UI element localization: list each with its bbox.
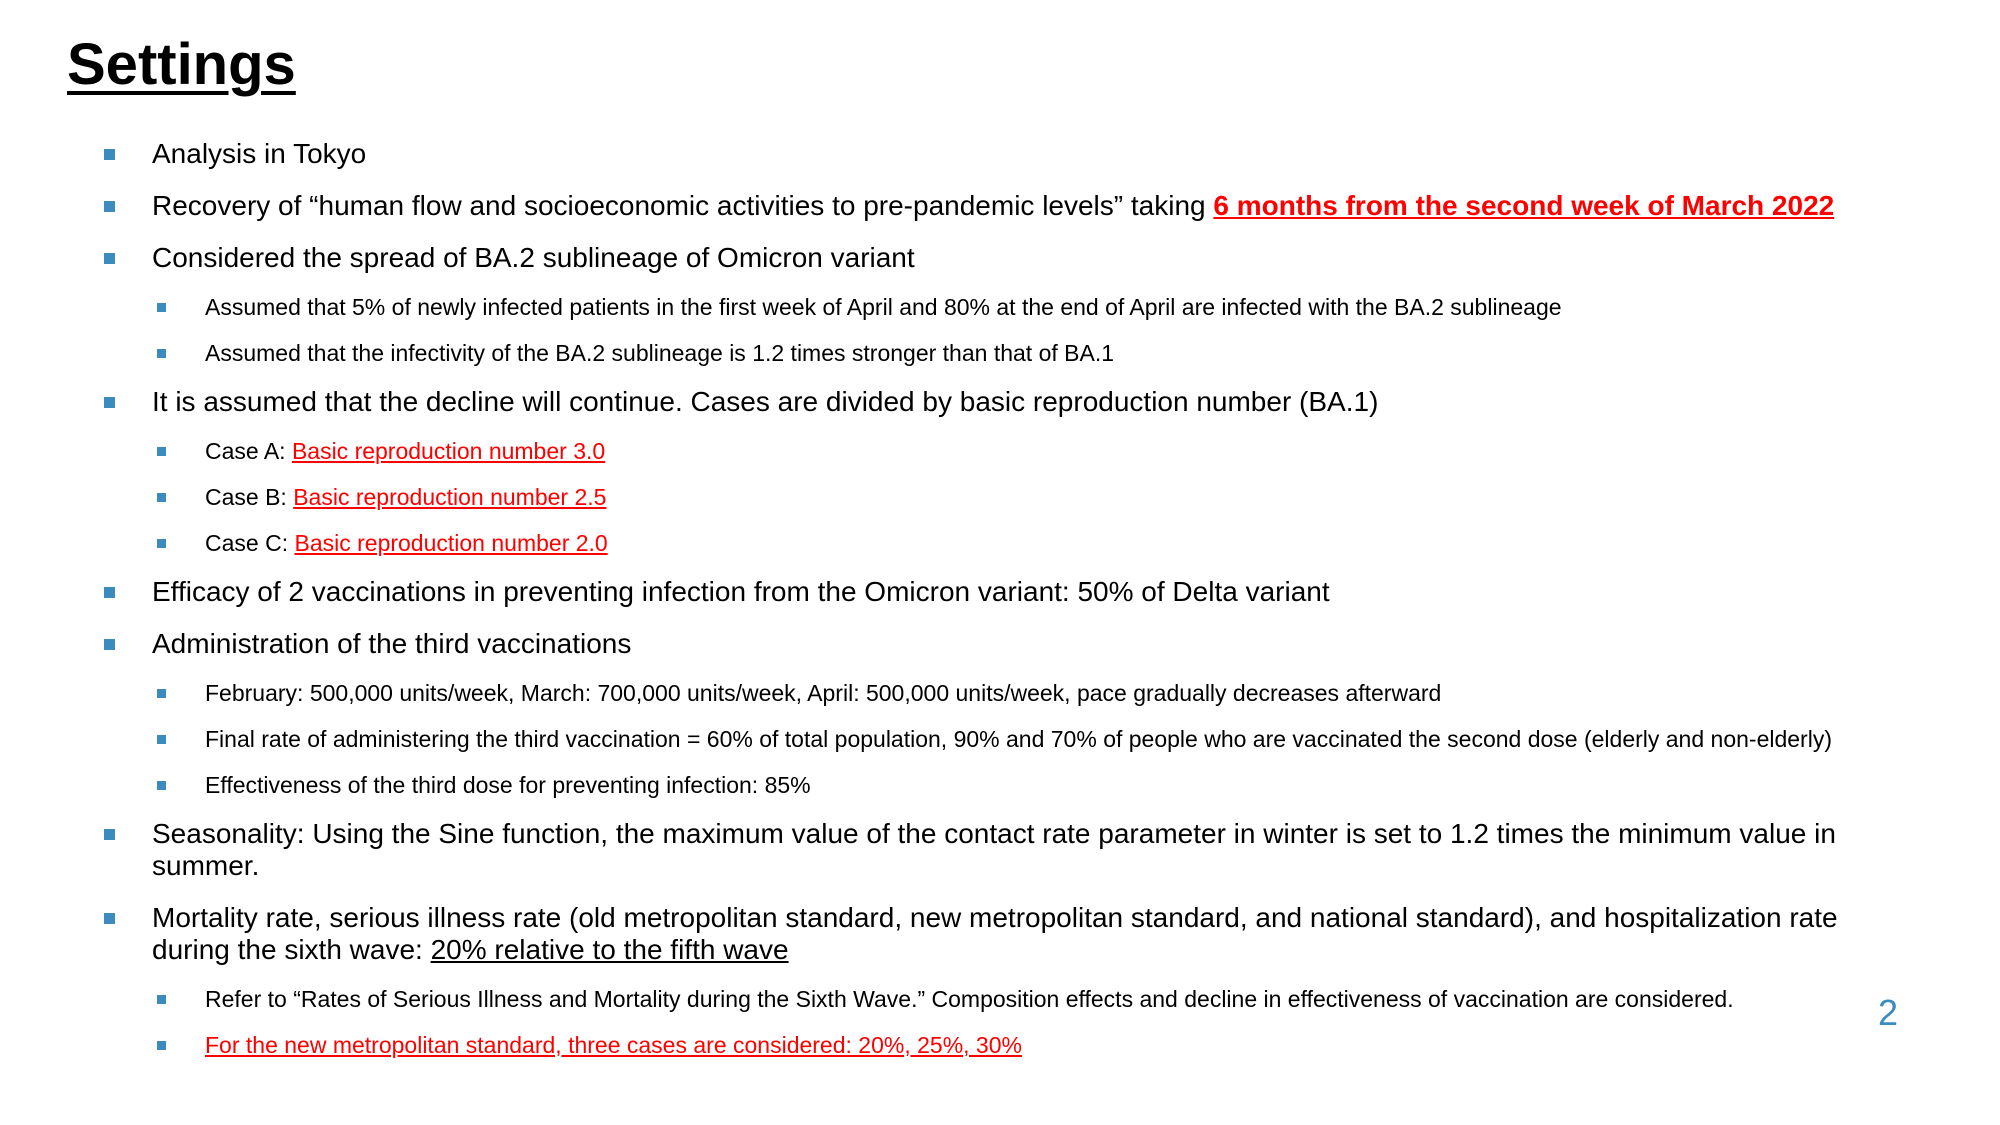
page-title: Settings xyxy=(67,32,296,97)
square-bullet-icon xyxy=(157,1041,166,1050)
sub-bullet-item xyxy=(0,530,1905,557)
square-bullet-icon xyxy=(157,447,166,456)
sub-bullet-item xyxy=(0,680,1905,707)
square-bullet-icon xyxy=(157,303,166,312)
bullet-text: Seasonality: Using the Sine function, the maximum value of the contact rate parameter in winter is set to 1.2 times the minimum value in summer. xyxy=(152,818,1836,881)
square-bullet-icon xyxy=(104,253,115,264)
square-bullet-icon xyxy=(104,397,115,408)
square-bullet-icon xyxy=(104,639,115,650)
bullet-list xyxy=(0,138,2000,1078)
sub-bullet-text: Final rate of administering the third vaccination = 60% of total population, 90% and 70% of people who are vaccinated the second dose (elderly and non-elderly) xyxy=(205,726,1832,752)
sub-bullet-text: Assumed that the infectivity of the BA.2 sublineage is 1.2 times stronger than that of BA.1 xyxy=(205,340,1115,366)
bullet-text: Recovery of “human flow and socioeconomic activities to pre-pandemic levels” taking xyxy=(152,190,1214,221)
bullet-item xyxy=(0,628,1922,660)
sub-bullet-item xyxy=(0,340,1905,367)
bullet-text: Considered the spread of BA.2 sublineage of Omicron variant xyxy=(152,242,915,273)
sub-bullet-item xyxy=(0,484,1905,511)
sub-bullet-item xyxy=(0,438,1905,465)
sub-bullet-item xyxy=(0,986,1905,1013)
bullet-text: It is assumed that the decline will continue. Cases are divided by basic reproduction number (BA.1) xyxy=(152,386,1379,417)
square-bullet-icon xyxy=(104,913,115,924)
sub-bullet-text: February: 500,000 units/week, March: 700,000 units/week, April: 500,000 units/week, pace gradually decreases afterward xyxy=(205,680,1442,706)
bullet-item xyxy=(0,242,1922,274)
case-value: Basic reproduction number 3.0 xyxy=(291,438,606,464)
sub-bullet-item xyxy=(0,294,1905,321)
sub-bullet-text: Refer to “Rates of Serious Illness and Mortality during the Sixth Wave.” Composition effects and decline in effectiveness of vaccination are considered. xyxy=(205,986,1734,1012)
case-label: Case A: xyxy=(205,438,292,464)
square-bullet-icon xyxy=(104,201,115,212)
sub-bullet-item xyxy=(0,726,1905,753)
square-bullet-icon xyxy=(157,735,166,744)
square-bullet-icon xyxy=(157,349,166,358)
square-bullet-icon xyxy=(157,689,166,698)
highlight-text: 6 months from the second week of March 2022 xyxy=(1213,190,1835,221)
square-bullet-icon xyxy=(104,149,115,160)
underlined-text: 20% relative to the fifth wave xyxy=(430,934,789,965)
square-bullet-icon xyxy=(157,995,166,1004)
bullet-item xyxy=(0,818,1922,882)
case-value: Basic reproduction number 2.0 xyxy=(294,530,608,556)
sub-bullet-text: Assumed that 5% of newly infected patients in the first week of April and 80% at the end of April are infected with the BA.2 sublineage xyxy=(205,294,1562,320)
case-value: Basic reproduction number 2.5 xyxy=(293,484,607,510)
page-number: 2 xyxy=(1878,992,1899,1033)
case-label: Case C: xyxy=(205,530,295,556)
bullet-item xyxy=(0,902,1922,966)
square-bullet-icon xyxy=(157,539,166,548)
square-bullet-icon xyxy=(104,587,115,598)
bullet-text: Efficacy of 2 vaccinations in preventing infection from the Omicron variant: 50% of Delta variant xyxy=(152,576,1330,607)
bullet-item xyxy=(0,576,1922,608)
bullet-text: Analysis in Tokyo xyxy=(152,138,367,169)
square-bullet-icon xyxy=(104,829,115,840)
case-label: Case B: xyxy=(205,484,294,510)
bullet-text: Mortality rate, serious illness rate (old metropolitan standard, new metropolitan standard, and national standard), and hospitalization rate during the sixth wave: xyxy=(152,902,1838,965)
square-bullet-icon xyxy=(157,781,166,790)
sub-bullet-item xyxy=(0,772,1905,799)
bullet-item xyxy=(0,138,1922,170)
sub-bullet-text: Effectiveness of the third dose for preventing infection: 85% xyxy=(205,772,811,798)
bullet-item xyxy=(0,386,1922,418)
bullet-item xyxy=(0,190,1922,222)
sub-bullet-text: For the new metropolitan standard, three cases are considered: 20%, 25%, 30% xyxy=(205,1032,1022,1058)
square-bullet-icon xyxy=(157,493,166,502)
bullet-text: Administration of the third vaccinations xyxy=(152,628,632,659)
sub-bullet-item xyxy=(0,1032,1905,1059)
